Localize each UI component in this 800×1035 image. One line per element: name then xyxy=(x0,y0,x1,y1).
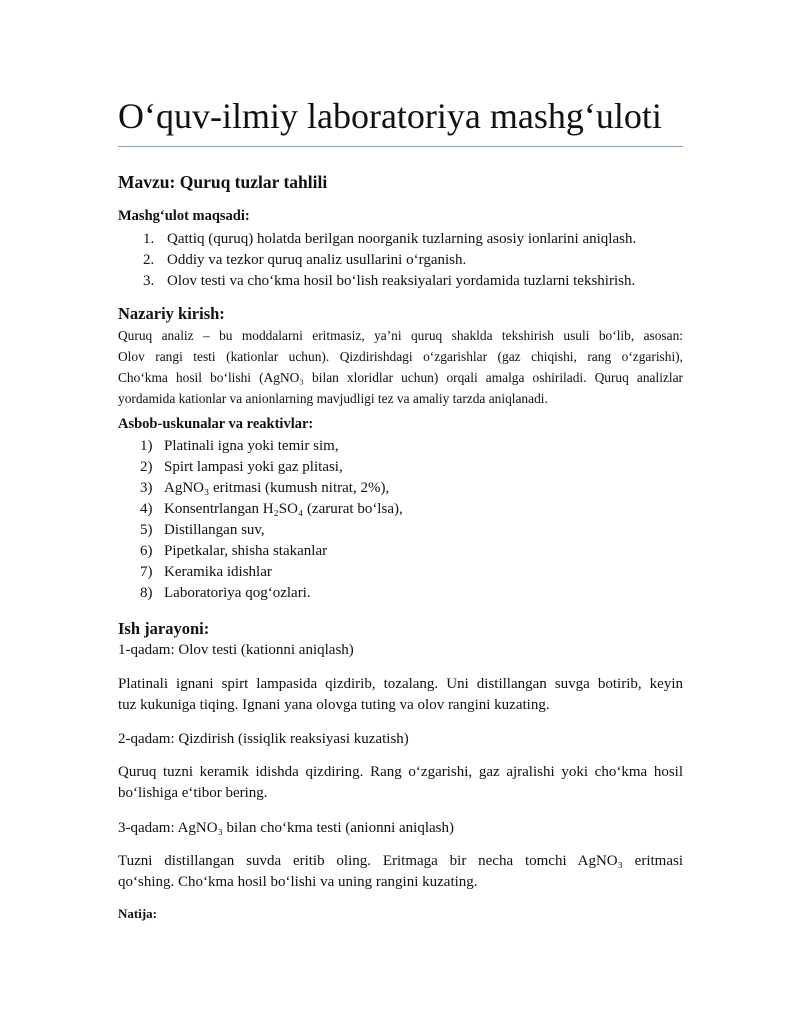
list-item: 3) AgNO₃ eritmasi (kumush nitrat, 2%), xyxy=(140,480,390,496)
equipment-list xyxy=(140,436,403,604)
list-item: 2) Spirt lampasi yoki gaz plitasi, xyxy=(140,459,343,475)
goal-list xyxy=(143,229,636,292)
page-title: O‘quv-ilmiy laboratoriya mashg‘uloti xyxy=(118,92,683,147)
list-item: 1) Platinali igna yoki temir sim, xyxy=(140,438,339,454)
step2-paragraph xyxy=(118,762,683,804)
text-line: Quruq analiz – bu moddalarni eritmasiz, ya’ni quruq shaklda tekshirish usuli bo‘lib, asosan: xyxy=(118,328,683,343)
list-item: 3. Olov testi va cho‘kma hosil bo‘lish reaksiyalari yordamida tuzlarni tekshirish. xyxy=(143,273,636,289)
text-line: Quruq tuzni keramik idishda qizdiring. Rang o‘zgarishi, gaz ajralishi yoki cho‘kma hosil xyxy=(118,764,683,780)
procedure-heading: Ish jarayoni: xyxy=(118,619,210,638)
result-heading: Natija: xyxy=(118,906,157,921)
text-line: yordamida kationlar va anionlarning mavjudligi tez va amaliy tarzda aniqlanadi. xyxy=(118,391,548,406)
topic-heading: Mavzu: Quruq tuzlar tahlili xyxy=(118,172,328,192)
equipment-heading: Asbob-uskunalar va reaktivlar: xyxy=(118,416,314,432)
step2-title: 2-qadam: Qizdirish (issiqlik reaksiyasi kuzatish) xyxy=(118,731,409,747)
list-item: 6) Pipetkalar, shisha stakanlar xyxy=(140,543,328,559)
step3-paragraph xyxy=(118,851,683,893)
list-item: 7) Keramika idishlar xyxy=(140,564,272,580)
text-line: qo‘shing. Cho‘kma hosil bo‘lishi va uning rangini kuzating. xyxy=(118,874,478,890)
text-line: Tuzni distillangan suvda eritib oling. Eritmaga bir necha tomchi AgNO₃ eritmasi xyxy=(118,853,683,869)
text-line: tuz kukuniga tiqing. Ignani yana olovga tuting va olov rangini kuzating. xyxy=(118,697,550,713)
text-line: Olov rangi testi (kationlar uchun). Qizdirishdagi o‘zgarishlar (gaz chiqishi, rang o‘zgarishi), xyxy=(118,349,683,364)
list-item: 2. Oddiy va tezkor quruq analiz usullarini o‘rganish. xyxy=(143,252,467,268)
list-item: 4) Konsentrlangan H₂SO₄ (zarurat bo‘lsa), xyxy=(140,501,403,517)
text-line: Platinali ignani spirt lampasida qizdirib, tozalang. Uni distillangan suvga botirib, keyin xyxy=(118,676,683,692)
goal-heading: Mashg‘ulot maqsadi: xyxy=(118,208,250,224)
theory-paragraph xyxy=(118,325,683,409)
step3-title: 3-qadam: AgNO₃ bilan cho‘kma testi (anionni aniqlash) xyxy=(118,820,454,836)
theory-heading: Nazariy kirish: xyxy=(118,304,225,323)
list-item: 8) Laboratoriya qog‘ozlari. xyxy=(140,585,311,601)
step1-paragraph xyxy=(118,674,683,716)
list-item: 1. Qattiq (quruq) holatda berilgan noorganik tuzlarning asosiy ionlarini aniqlash. xyxy=(143,231,637,247)
text-line: Cho‘kma hosil bo‘lishi (AgNO₃ bilan xloridlar uchun) orqali amalga oshiriladi. Quruq analizlar xyxy=(118,370,683,385)
list-item: 5) Distillangan suv, xyxy=(140,522,265,538)
step1-title: 1-qadam: Olov testi (kationni aniqlash) xyxy=(118,642,354,658)
text-line: bo‘lishiga e‘tibor bering. xyxy=(118,785,268,801)
